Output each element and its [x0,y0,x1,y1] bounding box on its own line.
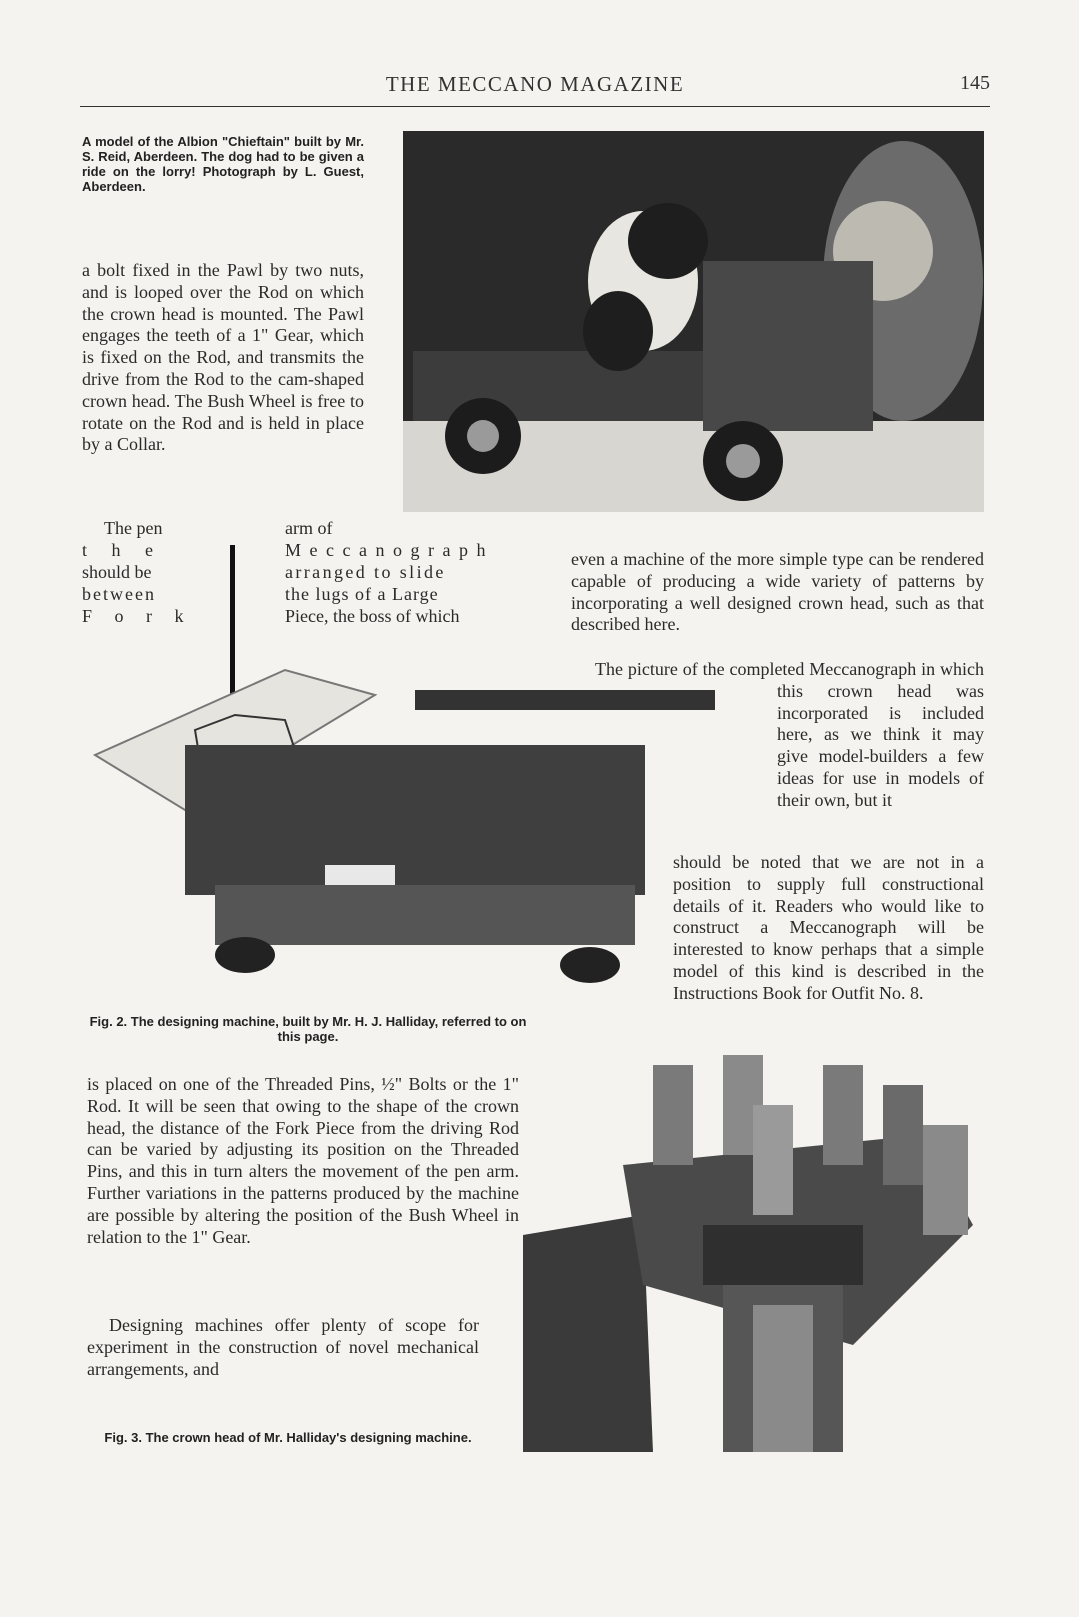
crown-head-photo [523,1045,988,1452]
split-para-right-3: the lugs of a Large [285,584,439,604]
right-column-mid-text: even a machine of the more simple type can be rendered capable of producing a wide variety of patterns by incorporating a well designed crown head, such as that described here. [571,549,984,635]
split-para-left-4: F o r k [82,606,193,626]
designing-machine-photo [85,545,735,1015]
right-column-wide-text: should be noted that we are not in a position to supply full constructional details of it. Readers who would like to construct a Meccanograph will be interested to know perhaps that a simple model of this kind is described in the Instructions Book for Outfit No. 8. [673,852,984,1003]
split-para-left-line1: The pen [104,518,163,538]
page-number: 145 [960,72,990,94]
split-para-right-line1: arm of [285,518,333,538]
lorry-dog-photo [403,131,984,512]
fig3-caption: Fig. 3. The crown head of Mr. Halliday's designing machine. [104,1430,472,1445]
fig2-caption: Fig. 2. The designing machine, built by Mr. H. J. Halliday, referred to on this page. [89,1014,527,1044]
paragraph-pawl: a bolt fixed in the Pawl by two nuts, and is looped over the Rod on which the crown head is mounted. The Pawl engages the teeth of a 1" Gear, which is fixed on the Rod, and transmits the drive from the Rod to the cam-shaped crown head. The Bush Wheel is free to rotate on the Rod and is held in place by a Collar. [82,260,364,455]
magazine-title: THE MECCANO MAGAZINE [385,72,685,96]
fig1-caption: A model of the Albion "Chieftain" built by Mr. S. Reid, Aberdeen. The dog had to be given a ride on the lorry! Photograph by L. Guest, Aberdeen. [82,134,364,194]
right-column-narrow-text: The picture of the completed Meccanograph in which this crown head was incorporated is included here, as we think it may give model-builders a few ideas for use in models of their own, but it [595,659,984,810]
split-para-left-1: t h e [82,540,163,560]
split-para-left-2: should be [82,562,152,582]
left-column-bottom-text-2: Designing machines offer plenty of scope for experiment in the construction of novel mechanical arrangements, and [87,1315,479,1379]
left-column-bottom-text: is placed on one of the Threaded Pins, ½" Bolts or the 1" Rod. It will be seen that owing to the shape of the crown head, the distance of the Fork Piece from the driving Rod can be varied by adjusting its position on the Threaded Pins, and this in turn alters the movement of the pen arm. Further variations in the patterns produced by the machine are possible by altering the position of the Bush Wheel in relation to the 1" Gear. [87,1074,519,1247]
split-para-right-4: Piece, the boss of which [285,606,460,626]
split-para-left-3: between [82,584,156,604]
left-column-top-text [82,260,364,456]
split-para-right-1: M e c c a n o g r a p h [285,540,488,560]
split-para-right-2: arranged to slide [285,562,446,582]
page-header [80,72,990,107]
